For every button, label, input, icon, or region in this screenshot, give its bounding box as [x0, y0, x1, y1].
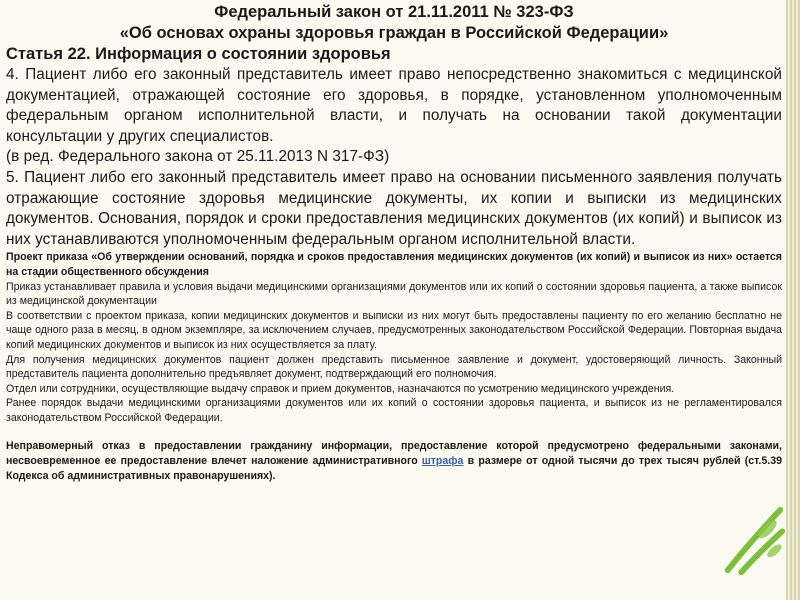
note-3: Для получения медицинских документов пациент должен представить письменное заявление и документ, удостоверяющий личность. Законный представитель пациента дополнительно предъявляет документ, подтверждающий его полномочия.	[6, 353, 782, 381]
warning-text-end: в размере от одной тысячи до трех тысяч рублей (ст.5.39 Кодекса об административных правонарушениях).	[6, 455, 782, 482]
law-title: Федеральный закон от 21.11.2011 № 323-ФЗ	[214, 3, 574, 21]
leaf-ornament-icon	[714, 502, 792, 580]
note-5: Ранее порядок выдачи медицинскими организациями документов или их копий о состоянии здоровья пациента, и выписок из не регламентировался законодательством Российской Федерации.	[6, 397, 782, 424]
liability-warning	[6, 439, 782, 483]
spacer	[6, 425, 782, 439]
article-heading: Статья 22. Информация о состоянии здоровья	[6, 45, 391, 63]
note-1: Приказ устанавливает правила и условия выдачи медицинскими организациями документов или их копий о состоянии здоровья пациента, а также выписок из медицинской документации	[6, 280, 782, 308]
paragraph-5: 5. Пациент либо его законный представитель имеет право на основании письменного заявления получать отражающие состояние здоровья медицинские документы, их копии и выписки из медицинских документов. Основания, порядок и сроки предоставления медицинских документов (их копий) и выписок из них устанавливаются уполномоченным федеральным органом исполнительной власти.	[6, 168, 782, 248]
fine-link[interactable]: штрафа	[421, 455, 464, 468]
note-4: Отдел или сотрудники, осуществляющие выдачу справок и прием документов, назначаются по усмотрению медицинского учреждения.	[6, 382, 675, 395]
paragraph-4: 4. Пациент либо его законный представитель имеет право непосредственно знакомиться с медицинской документацией, отражающей состояние его здоровья, в порядке, установленном уполномоченным федеральным органом исполнительной власти, и получать на основании такой документации консультации у других специалистов.	[6, 66, 782, 145]
note-2: В соответствии с проектом приказа, копии медицинских документов и выписки из них могут быть предоставлены пациенту по его желанию бесплатно не чаще одного раза в месяц, в одном экземпляре, за исключением случаев, предусмотренных законодательством Российской Федерации. Повторная выдача копий медицинских документов и выписок из них осуществляется за плату.	[6, 309, 782, 351]
law-subtitle: «Об основах охраны здоровья граждан в Российской Федерации»	[119, 24, 669, 42]
project-heading: Проект приказа «Об утверждении оснований, порядка и сроков предоставления медицинских документов (их копий) и выписок из них» остается на стадии общественного обсуждения	[6, 251, 782, 278]
paragraph-4-note: (в ред. Федерального закона от 25.11.2013 N 317-ФЗ)	[6, 148, 390, 166]
warning-text-start: Неправомерный отказ в предоставлении гражданину информации, предоставление которой предусмотрено федеральными законами, несвоевременное ее предоставление влечет наложение административного	[6, 440, 782, 468]
